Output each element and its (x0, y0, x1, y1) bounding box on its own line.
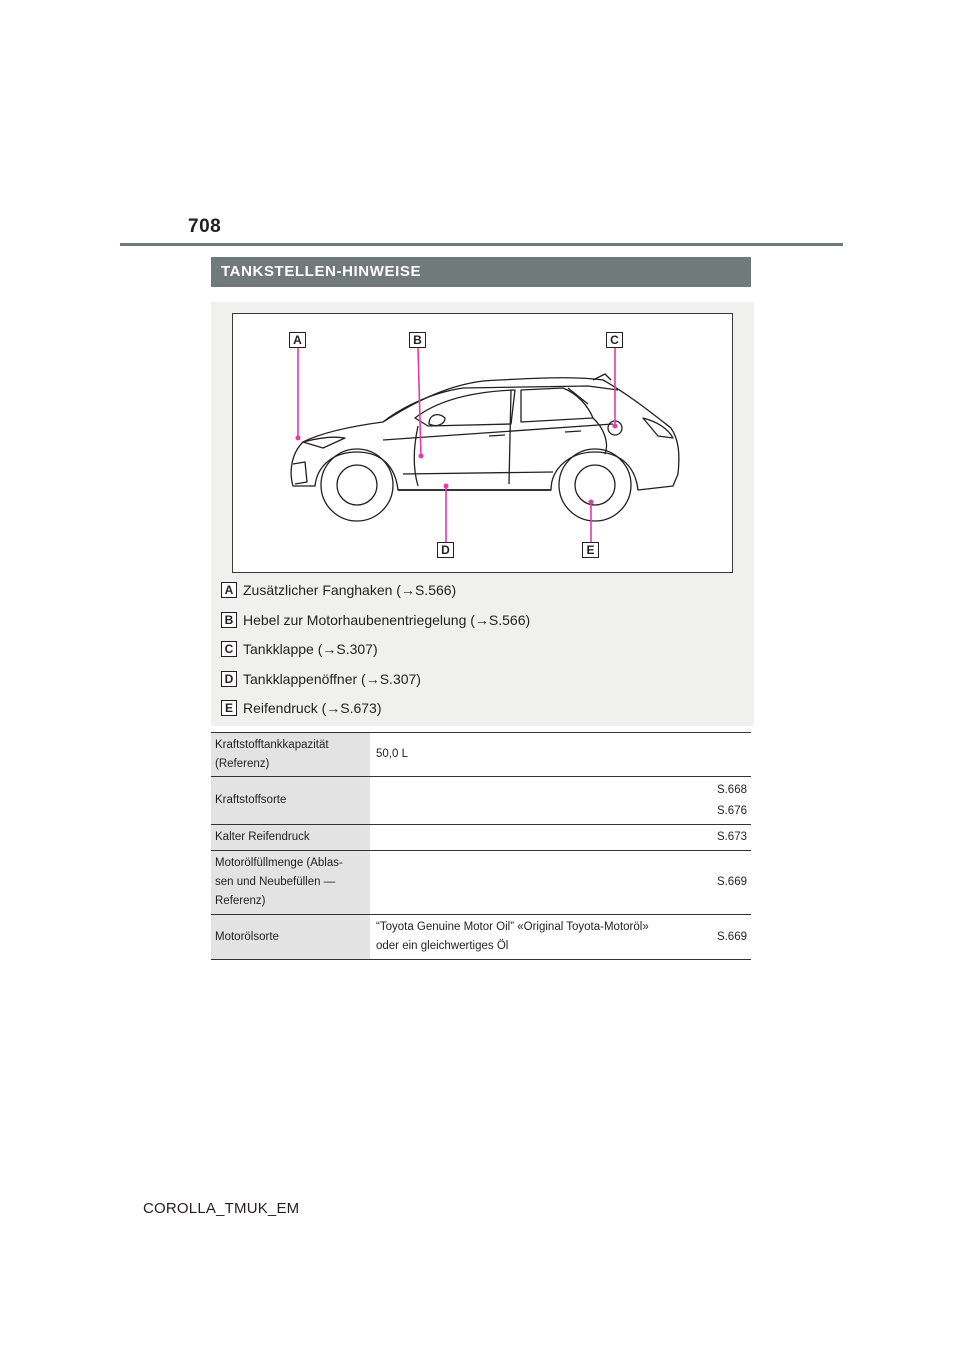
legend-letter-a: A (221, 582, 237, 598)
callout-c: C (606, 332, 623, 348)
legend-item-d (221, 669, 421, 689)
row-ref-line: S.676 (716, 804, 747, 817)
row-value (370, 851, 687, 915)
page-number: 708 (188, 216, 222, 237)
legend-text: Reifendruck (→S.673) (243, 700, 382, 716)
row-ref: S.673 (716, 831, 747, 843)
row-label-line: Motorölfüllmenge (Ablas- (215, 857, 343, 869)
car-side-view-icon (233, 314, 734, 574)
legend-item-c (221, 639, 378, 659)
table-row (211, 733, 751, 777)
row-label-line: Referenz) (215, 895, 266, 907)
row-ref: S.669 (716, 930, 747, 943)
section-title: TANKSTELLEN-HINWEISE (211, 257, 751, 287)
row-value (370, 915, 687, 960)
row-label-line: sen und Neubefüllen — (215, 876, 336, 888)
legend-letter-c: C (221, 641, 237, 657)
car-illustration (232, 313, 733, 573)
legend-text: Zusätzlicher Fanghaken (→S.566) (243, 582, 457, 598)
row-label: Motorölsorte (211, 915, 370, 960)
row-value-line: oder ein gleichwertiges Öl (376, 940, 509, 952)
row-label-line: Kraftstofftankkapazität (215, 738, 329, 751)
callout-d: D (437, 542, 454, 558)
legend-item-e (221, 698, 382, 718)
top-rule (120, 243, 843, 246)
fuel-info-table (211, 732, 751, 960)
legend-text: Hebel zur Motorhaubenentriegelung (→S.566) (243, 612, 531, 628)
legend-text: Tankklappenöffner (→S.307) (243, 671, 421, 687)
document-footer: COROLLA_TMUK_EM (143, 1200, 300, 1217)
table-row (211, 825, 751, 851)
row-label (211, 851, 370, 915)
row-label: Kalter Reifendruck (211, 825, 370, 851)
callout-e: E (582, 542, 599, 558)
row-ref (687, 777, 751, 825)
row-ref: S.669 (716, 876, 747, 888)
table-row (211, 915, 751, 960)
row-ref (687, 733, 751, 777)
row-label-line: (Referenz) (215, 757, 270, 770)
legend-item-a (221, 580, 456, 600)
row-ref-line: S.668 (716, 783, 747, 796)
legend-text: Tankklappe (→S.307) (243, 641, 378, 657)
row-value (370, 777, 687, 825)
callout-b: B (409, 332, 426, 348)
table-row (211, 851, 751, 915)
legend-letter-e: E (221, 700, 237, 716)
legend-item-b (221, 610, 530, 630)
row-value (370, 825, 687, 851)
legend-letter-d: D (221, 671, 237, 687)
legend-letter-b: B (221, 612, 237, 628)
callout-a: A (289, 332, 306, 348)
row-label (211, 733, 370, 777)
table-row (211, 777, 751, 825)
row-value-line: “Toyota Genuine Motor Oil” «Original Toyota-Motoröl» (376, 921, 649, 933)
row-value: 50,0 L (376, 748, 408, 760)
row-label: Kraftstoffsorte (211, 777, 370, 825)
